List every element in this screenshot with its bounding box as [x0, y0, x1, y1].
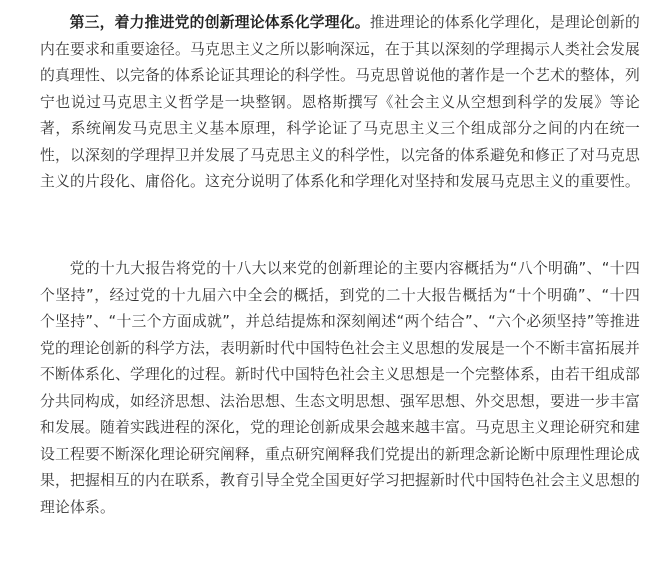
article-paragraph-1	[40, 10, 640, 196]
paragraph-lead-heading: 第三，着力推进党的创新理论体系化学理化。	[69, 14, 370, 31]
paragraph-body-text: 推进理论的体系化学理化，是理论创新的内在要求和重要途径。马克思主义之所以影响深远，在于其以深刻的学理揭示人类社会发展的真理性、以完备的体系论证其理论的科学性。马克思曾说他的著作是一个艺术的整体，列宁也说过马克思主义哲学是一块整钢。恩格斯撰写《社会主义从空想到科学的发展》等论著，系统阐发马克思主义基本原理，科学论证了马克思主义三个组成部分之间的内在统一性，以深刻的学理捍卫并发展了马克思主义的科学性，以完备的体系避免和修正了对马克思主义的片段化、庸俗化。这充分说明了体系化和学理化对坚持和发展马克思主义的重要性。	[40, 14, 640, 190]
article-paragraph-2	[40, 256, 640, 521]
paragraph-body-text: 党的十九大报告将党的十八大以来党的创新理论的主要内容概括为“八个明确”、“十四个坚持”，经过党的十九届六中全会的概括，到党的二十大报告概括为“十个明确”、“十四个坚持”、“十三个方面成就”，并总结提炼和深刻阐述“两个结合”、“六个必须坚持”等推进党的理论创新的科学方法，表明新时代中国特色社会主义思想的发展是一个不断丰富拓展并不断体系化、学理化的过程。新时代中国特色社会主义思想是一个完整体系，由若干组成部分共同构成，如经济思想、法治思想、生态文明思想、强军思想、外交思想，要进一步丰富和发展。随着实践进程的深化，党的理论创新成果会越来越丰富。马克思主义理论研究和建设工程要不断深化理论研究阐释，重点研究阐释我们党提出的新理念新论断中原理性理论成果，把握相互的内在联系，教育引导全党全国更好学习把握新时代中国特色社会主义思想的理论体系。	[40, 260, 640, 516]
